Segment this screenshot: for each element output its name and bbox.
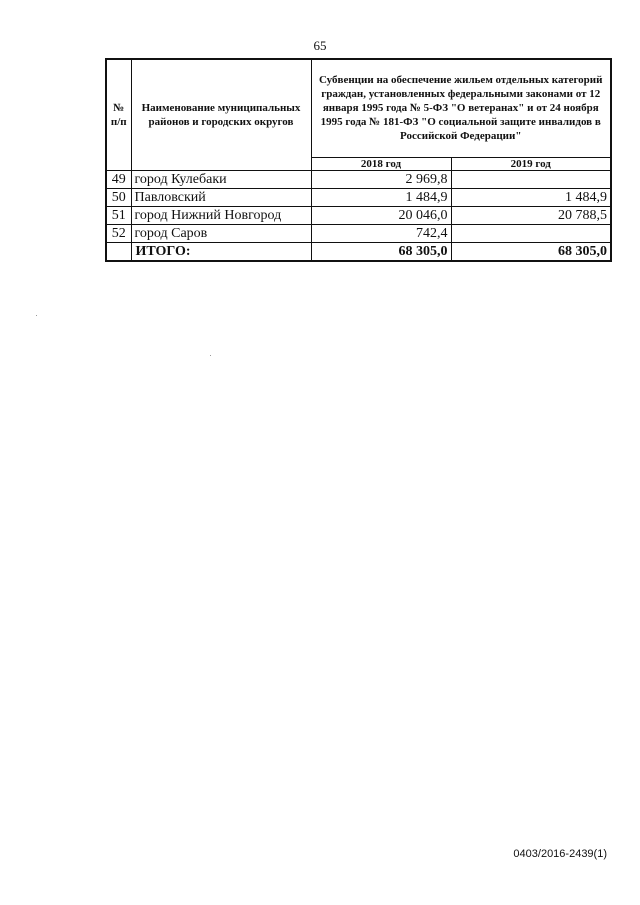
row-name: город Кулебаки <box>131 170 311 188</box>
table-row <box>106 170 611 188</box>
row-value-2019 <box>451 224 611 242</box>
row-name: город Нижний Новгород <box>131 206 311 224</box>
row-value-2018: 1 484,9 <box>311 188 451 206</box>
table-row <box>106 188 611 206</box>
subvention-table <box>105 58 612 262</box>
header-subvention: Субвенции на обеспечение жильем отдельных категорий граждан, установленных федеральными законами от 12 января 1995 года № 5-ФЗ "О ветеранах" и от 24 ноября 1995 года № 181-ФЗ "О социальной защите инвалидов в Российской Федерации" <box>311 59 611 157</box>
total-row <box>106 242 611 261</box>
row-value-2018: 20 046,0 <box>311 206 451 224</box>
total-value-2018: 68 305,0 <box>311 242 451 261</box>
row-value-2018: 2 969,8 <box>311 170 451 188</box>
row-value-2018: 742,4 <box>311 224 451 242</box>
row-number: 49 <box>106 170 131 188</box>
row-value-2019 <box>451 170 611 188</box>
table-row <box>106 224 611 242</box>
scan-speck <box>36 315 37 316</box>
table-row <box>106 206 611 224</box>
row-number: 52 <box>106 224 131 242</box>
header-name: Наименование муниципальных районов и городских округов <box>131 59 311 170</box>
header-year-2018: 2018 год <box>311 157 451 170</box>
row-name: Павловский <box>131 188 311 206</box>
row-value-2019: 1 484,9 <box>451 188 611 206</box>
header-year-2019: 2019 год <box>451 157 611 170</box>
row-number: 51 <box>106 206 131 224</box>
header-number: № п/п <box>106 59 131 170</box>
total-number-cell <box>106 242 131 261</box>
scan-speck <box>210 355 211 356</box>
row-value-2019: 20 788,5 <box>451 206 611 224</box>
total-value-2019: 68 305,0 <box>451 242 611 261</box>
row-name: город Саров <box>131 224 311 242</box>
document-code: 0403/2016-2439(1) <box>513 848 607 860</box>
total-label: ИТОГО: <box>131 242 311 261</box>
page-number: 65 <box>313 38 327 53</box>
row-number: 50 <box>106 188 131 206</box>
